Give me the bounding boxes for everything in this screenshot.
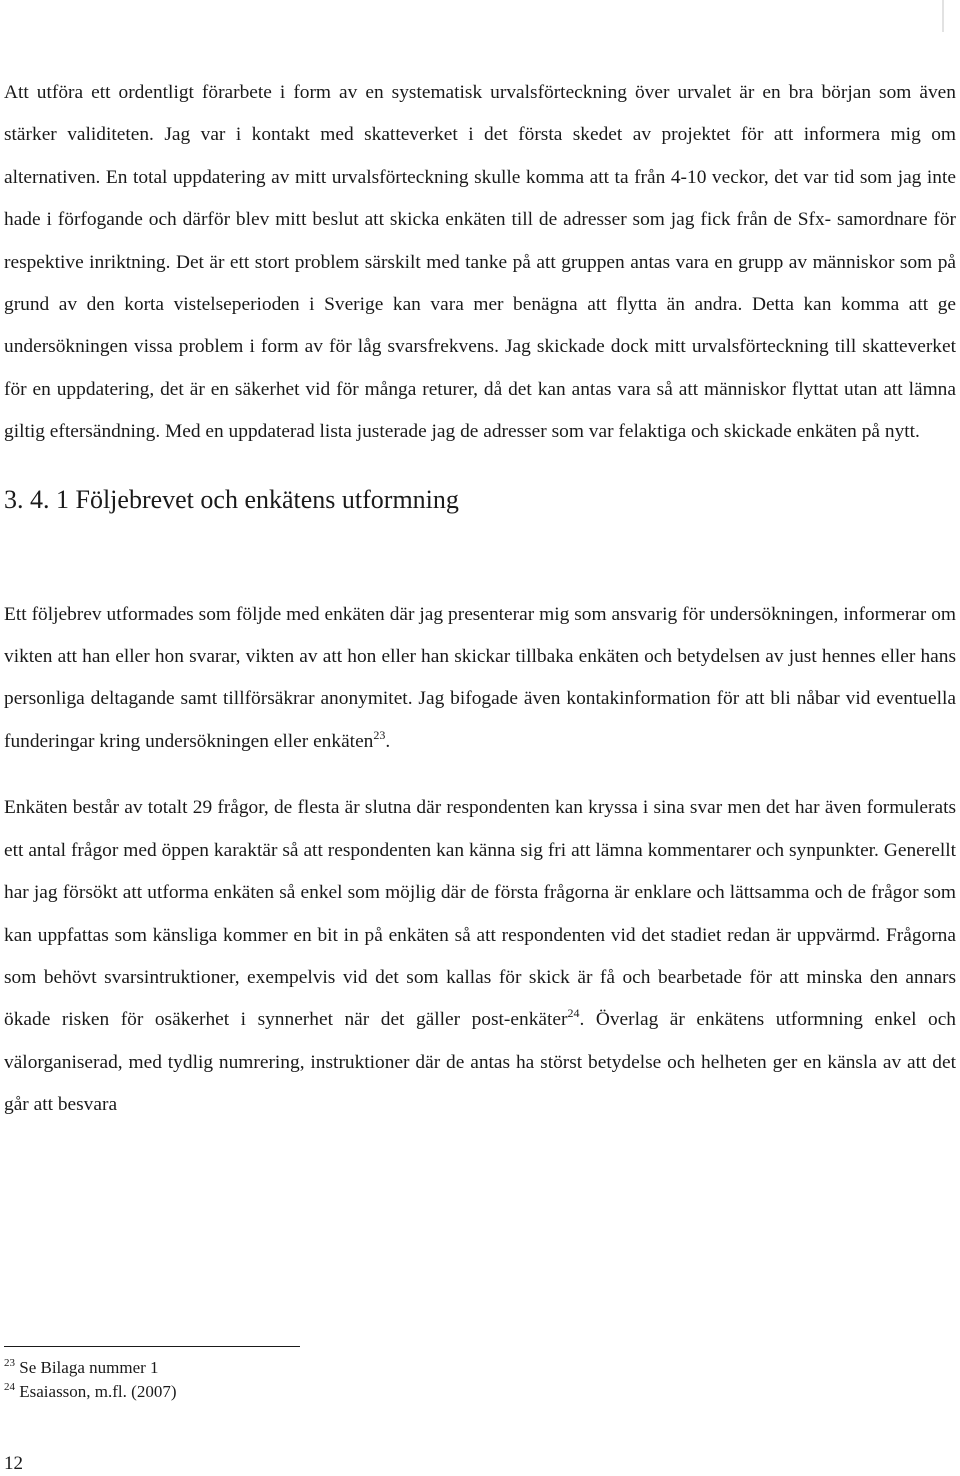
- footnote-text: Se Bilaga nummer 1: [19, 1358, 159, 1377]
- paragraph-foljebrev-text: Ett följebrev utformades som följde med enkäten där jag presenterar mig som ansvarig för undersökningen, informerar om vikten att han eller hon svarar, vikten av att hon eller han skickar tillbaka enkäten och betydelsen av just hennes eller hans personliga deltagande samt tillförsäkrar anonymitet. Jag bifogade även kontakinformation för att bli nåbar vid eventuella funderingar kring undersökningen eller enkäten: [4, 603, 956, 752]
- paragraph-spacer: [4, 763, 956, 787]
- heading-spacer: [4, 520, 956, 594]
- paragraph-enkaten-text-a: Enkäten består av totalt 29 frågor, de flesta är slutna där respondenten kan kryssa i sina svar men det har även formulerats ett antal frågor med öppen karaktär så att respondenten kan känna sig fri att lämna kommentarer och synpunkter. Generellt har jag försökt att utforma enkäten så enkel som möjlig där de första frågorna är enklare och lättsamma och de frågor som kan uppfattas som känsliga kommer en bit in på enkäten så att respondenten vid det stadiet redan är uppvärmd. Frågorna som behövt svarsintruktioner, exempelvis vid det som kallas för skick är få och bearbetade för att minska den annars ökade risken för osäkerhet i synnerhet när det gäller post-enkäter: [4, 797, 956, 1031]
- footnote-ref-23: 23: [373, 727, 386, 742]
- footnote-item: [4, 1380, 176, 1404]
- paragraph-foljebrev: [4, 594, 956, 764]
- paragraph-foljebrev-end: .: [385, 730, 391, 752]
- footnote-number: 23: [4, 1357, 15, 1369]
- footnotes: [4, 1356, 176, 1404]
- footnote-text: Esaiasson, m.fl. (2007): [19, 1382, 177, 1401]
- footnote-separator: [4, 1346, 300, 1347]
- paragraph-urval: Att utföra ett ordentligt förarbete i form av en systematisk urvalsförteckning över urvalet är en bra början som även stärker validiteten. Jag var i kontakt med skatteverket i det första skedet av projektet för att informera mig om alternativen. En total uppdatering av mitt urvalsförteckning skulle komma att ta från 4-10 veckor, det var tid som jag inte hade i förfogande och därför blev mitt beslut att skicka enkäten till de adresser som jag fick från de Sfx- samordnare för respektive inriktning. Det är ett stort problem särskilt med tanke på att gruppen antas vara en grupp av människor som på grund av den korta vistelseperioden i Sverige kan vara mer benägna att flytta än andra. Detta kan komma att ge undersökningen vissa problem i form av för låg svarsfrekvens. Jag skickade dock mitt urvalsförteckning till skatteverket för en uppdatering, det är en säkerhet vid för många returer, då det kan antas vara så att människor flyttat utan att lämna giltig eftersändning. Med en uppdaterad lista justerade jag de adresser som var felaktiga och skickade enkäten på nytt.: [4, 82, 956, 443]
- footnote-ref-24: 24: [567, 1006, 580, 1021]
- section-heading: 3. 4. 1 Följebrevet och enkätens utformning: [4, 484, 459, 514]
- paragraph-enkaten: [4, 787, 956, 1126]
- page-edge-mark: [942, 0, 944, 32]
- paragraph-enkaten-text-b: . Överlag är enkätens utformning enkel och välorganiserad, med tydlig numrering, instruktioner där de antas ha störst betydelse och helheten ger en känsla av att det går att besvara: [4, 1009, 956, 1116]
- footnote-number: 24: [4, 1381, 15, 1393]
- page-number: 12: [4, 1453, 23, 1474]
- document-body: [4, 72, 956, 1127]
- footnote-item: [4, 1356, 176, 1380]
